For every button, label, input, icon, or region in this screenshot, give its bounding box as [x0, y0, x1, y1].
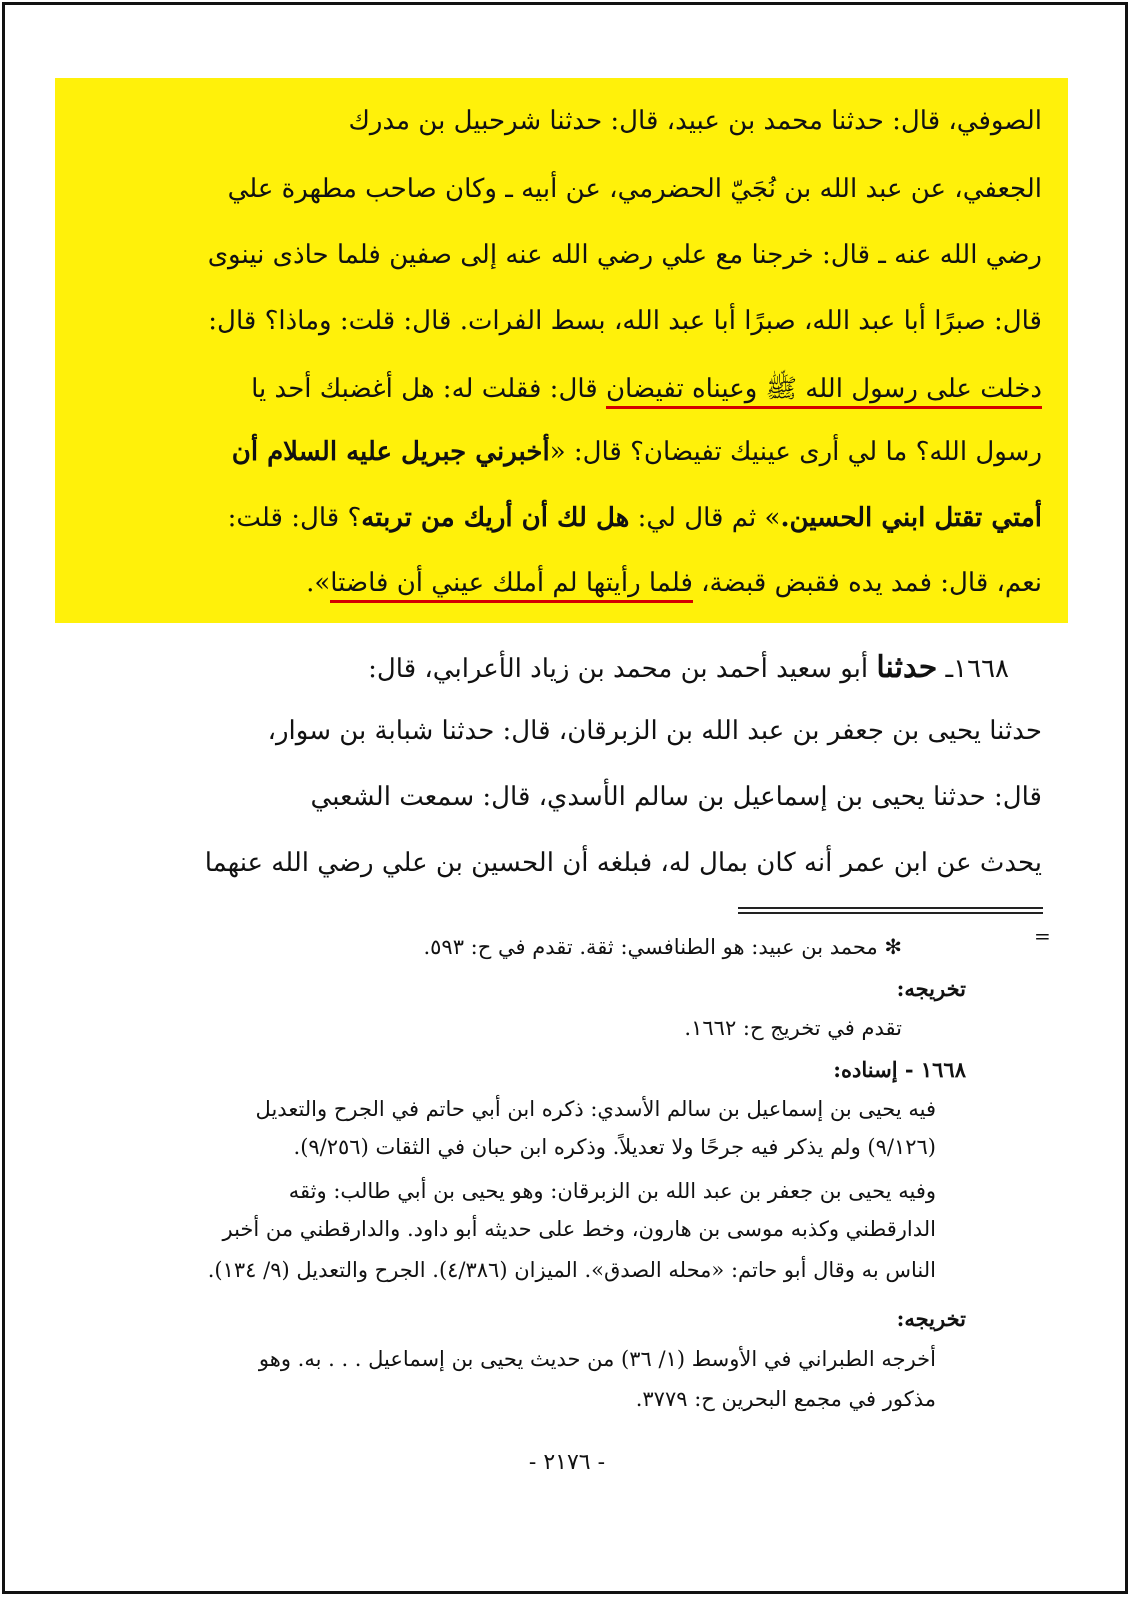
continuation-mark: = [1034, 924, 1051, 948]
underlined-phrase-1: دخلت على رسول الله ﷺ وعيناه تفيضان [606, 374, 1042, 409]
takhrij-heading-2: تخريجه: [896, 1306, 966, 1331]
isnad-line-2: (٩/١٢٦) ولم يذكر فيه جرحًا ولا تعديلاً. وذكره ابن حبان في الثقات (٩/٢٥٦). [293, 1135, 936, 1159]
hadith-1668-first-line-rest: أبو سعيد أحمد بن محمد بن زياد الأعرابي، قال: [368, 654, 869, 684]
main-line-7-plain: » ثم قال لي: [629, 503, 781, 533]
main-line-5-rest: قال: فقلت له: هل أغضبك أحد يا [251, 374, 606, 404]
takhrij-heading-1: تخريجه: [896, 976, 966, 1001]
footnote-separator-top [738, 907, 1043, 909]
hadith-number: ١٦٦٨ـ [945, 654, 1009, 684]
isnad-line-1: فيه يحيى بن إسماعيل بن سالم الأسدي: ذكره ابن أبي حاتم في الجرح والتعديل [255, 1097, 936, 1121]
hadith-1668-line-4: يحدث عن ابن عمر أنه كان بمال له، فبلغه أن الحسين بن علي رضي الله عنهما [204, 848, 1042, 878]
page-number: - ٢١٧٦ - [528, 1450, 606, 1475]
main-line-5 [251, 372, 1042, 410]
highlighted-passage [55, 78, 1068, 623]
main-line-7-bold-2: هل لك أن أريك من تربته [361, 503, 630, 533]
hadith-1668-line-2: حدثنا يحيى بن جعفر بن عبد الله بن الزبرقان، قال: حدثنا شبابة بن سوار، [267, 716, 1042, 746]
main-line-6 [232, 437, 1042, 467]
main-line-7-tail: ؟ قال: قلت: [227, 503, 362, 533]
main-line-1: الصوفي، قال: حدثنا محمد بن عبيد، قال: حدثنا شرحبيل بن مدرك [348, 106, 1042, 136]
hadith-1668-line-3: قال: حدثنا يحيى بن إسماعيل بن سالم الأسدي، قال: سمعت الشعبي [310, 782, 1042, 812]
main-line-8-tail: ». [306, 568, 331, 598]
footnote-separator-bottom [738, 912, 1043, 914]
takhrij-2-line-2: مذكور في مجمع البحرين ح: ٣٧٧٩. [635, 1387, 936, 1411]
footnote-1: ✻ محمد بن عبيد: هو الطنافسي: ثقة. تقدم في ح: ٥٩٣. [423, 935, 902, 959]
main-line-8 [306, 568, 1042, 598]
haddathana-word: حدثنا [876, 650, 938, 685]
isnad-line-5: الناس به وقال أبو حاتم: «محله الصدق». الميزان (٤/٣٨٦). الجرح والتعديل (٩/ ١٣٤). [207, 1258, 936, 1282]
main-line-7-bold-1: أمتي تقتل ابني الحسين. [780, 503, 1042, 533]
takhrij-1-text: تقدم في تخريج ح: ١٦٦٢. [684, 1016, 902, 1040]
main-line-2: الجعفي، عن عبد الله بن نُجَيّ الحضرمي، عن أبيه ـ وكان صاحب مطهرة علي [227, 174, 1042, 204]
main-line-8-plain: نعم، قال: فمد يده فقبض قبضة، [692, 568, 1042, 598]
main-line-6-bold: أخبرني جبريل عليه السلام أن [231, 437, 550, 467]
hadith-1668-first-line [368, 650, 1009, 685]
main-line-4: قال: صبرًا أبا عبد الله، صبرًا أبا عبد الله، بسط الفرات. قال: قلت: وماذا؟ قال: [208, 306, 1042, 336]
isnad-line-4: الدارقطني وكذبه موسى بن هارون، وخط على حديثه أبو داود. والدارقطني من أخبر [222, 1217, 936, 1241]
main-line-3: رضي الله عنه ـ قال: خرجنا مع علي رضي الله عنه إلى صفين فلما حاذى نينوى [207, 240, 1042, 270]
underlined-phrase-2: فلما رأيتها لم أملك عيني أن فاضتا [330, 568, 693, 603]
main-line-7 [228, 503, 1042, 533]
isnad-heading: ١٦٦٨ - إسناده: [833, 1057, 966, 1082]
isnad-line-3: وفيه يحيى بن جعفر بن عبد الله بن الزبرقان: وهو يحيى بن أبي طالب: وثقه [288, 1179, 936, 1203]
takhrij-2-line-1: أخرجه الطبراني في الأوسط (١/ ٣٦) من حديث يحيى بن إسماعيل . . . به. وهو [258, 1347, 936, 1371]
main-line-6-plain: رسول الله؟ ما لي أرى عينيك تفيضان؟ قال: « [549, 437, 1042, 467]
